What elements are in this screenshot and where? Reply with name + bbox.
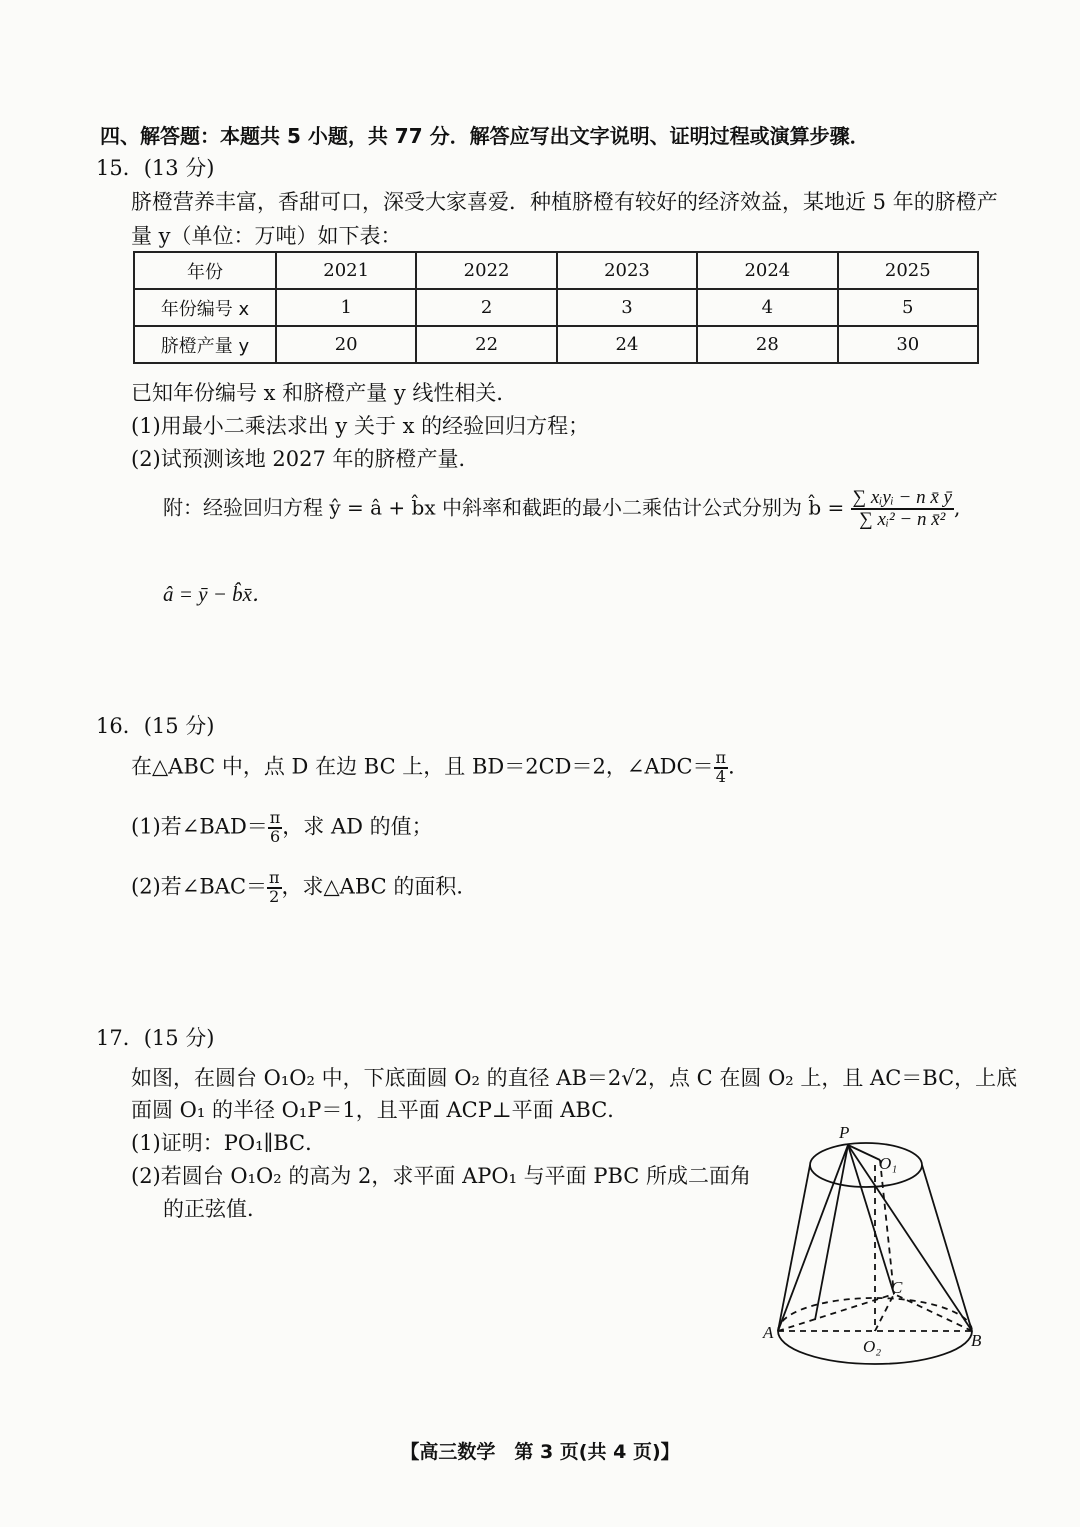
slope-denominator: ∑ xᵢ² − n x̄² bbox=[859, 508, 946, 530]
angle-bac-fraction bbox=[267, 870, 282, 906]
cell-year: 2021 bbox=[276, 252, 416, 289]
label-p: P bbox=[839, 1123, 850, 1142]
frustum-figure bbox=[755, 1120, 995, 1390]
label-o1: O₁ bbox=[879, 1154, 898, 1173]
row-label-yield: 脐橙产量 y bbox=[134, 326, 276, 363]
frac-num: π bbox=[715, 748, 727, 767]
q16-part2-suffix: ，求△ABC 的面积． bbox=[281, 874, 478, 899]
q15-appendix: 附：经验回归方程 ŷ = â + b̂x 中斜率和截距的最小二乘估计公式分别为 b̂ = $\frac{\text{∑ xᵢyᵢ − n x̄ ȳ}}{\text{∑ xᵢ² − n x̄²}}$ , bbox=[163, 487, 961, 530]
q16-number: 16．(15 分) bbox=[96, 714, 215, 738]
q16-part1-suffix: ，求 AD 的值； bbox=[282, 814, 433, 839]
frac-den: 4 bbox=[715, 766, 726, 786]
cell-year: 2025 bbox=[838, 252, 978, 289]
cell-yield: 30 bbox=[838, 326, 978, 363]
right-generator bbox=[922, 1165, 972, 1331]
q15-given: 已知年份编号 x 和脐橙产量 y 线性相关． bbox=[131, 381, 518, 405]
angle-bad-fraction bbox=[268, 810, 283, 846]
q16-part1-prefix: (1)若∠BAD＝ bbox=[131, 814, 268, 839]
cell-code: 4 bbox=[697, 289, 837, 326]
q15-part2: (2)试预测该地 2027 年的脐橙产量． bbox=[131, 447, 480, 471]
label-o2: O₂ bbox=[863, 1337, 882, 1356]
q15-intro-line1: 脐橙营养丰富，香甜可口，深受大家喜爱．种植脐橙有较好的经济效益，某地近 5 年的脐橙产 bbox=[131, 190, 998, 214]
q17-number: 17．(15 分) bbox=[96, 1026, 215, 1050]
cell-yield: 24 bbox=[557, 326, 697, 363]
appendix-prefix: 附：经验回归方程 ŷ = â + b̂x 中斜率和截距的最小二乘估计公式分别为 b̂ = bbox=[163, 495, 845, 520]
frac-den: 2 bbox=[269, 886, 280, 906]
frac-num: π bbox=[269, 808, 281, 827]
slope-numerator: ∑ xᵢyᵢ − n x̄ ȳ bbox=[852, 487, 952, 508]
q15-data-table bbox=[133, 251, 979, 364]
angle-adc-fraction bbox=[714, 750, 729, 786]
top-base-circle bbox=[810, 1143, 922, 1187]
row-label-year: 年份 bbox=[134, 252, 276, 289]
label-b: B bbox=[971, 1331, 982, 1350]
q17-line1: 如图，在圆台 O₁O₂ 中，下底面圆 O₂ 的直径 AB＝2√2，点 C 在圆 O₂ 上，且 AC＝BC，上底 bbox=[131, 1066, 1018, 1090]
page-footer: 【高三数学 第 3 页(共 4 页)】 bbox=[400, 1441, 680, 1463]
q16-part1 bbox=[131, 810, 433, 846]
frac-num: π bbox=[269, 868, 280, 887]
q17-line2: 面圆 O₁ 的半径 O₁P＝1，且平面 ACP⊥平面 ABC． bbox=[131, 1098, 629, 1122]
left-generator bbox=[778, 1165, 810, 1331]
q17-part2-line2: 的正弦值． bbox=[163, 1197, 268, 1221]
table-row-year bbox=[134, 252, 978, 289]
cell-code: 5 bbox=[838, 289, 978, 326]
segment-p-base bbox=[815, 1145, 848, 1320]
cell-year: 2024 bbox=[697, 252, 837, 289]
frac-den: 6 bbox=[269, 826, 281, 846]
cell-yield: 28 bbox=[697, 326, 837, 363]
q15-part1: (1)用最小二乘法求出 y 关于 x 的经验回归方程； bbox=[131, 414, 590, 438]
q16-stem-text: 在△ABC 中，点 D 在边 BC 上，且 BD＝2CD＝2，∠ADC＝ bbox=[131, 754, 714, 779]
cell-code: 3 bbox=[557, 289, 697, 326]
cell-yield: 22 bbox=[416, 326, 556, 363]
row-label-code: 年份编号 x bbox=[134, 289, 276, 326]
cell-year: 2022 bbox=[416, 252, 556, 289]
label-c: C bbox=[891, 1278, 903, 1297]
q16-stem: 在△ABC 中，点 D 在边 BC 上，且 BD＝2CD＝2，∠ADC＝ $\frac{\pi}{4}$ ． bbox=[131, 748, 750, 786]
table-row-code bbox=[134, 289, 978, 326]
cell-code: 2 bbox=[416, 289, 556, 326]
q16-part2 bbox=[131, 870, 477, 906]
q17-part1: (1)证明：PO₁∥BC． bbox=[131, 1131, 327, 1155]
label-a: A bbox=[763, 1323, 774, 1342]
q15-appendix-line2: â = ȳ − b̂x̄． bbox=[163, 582, 273, 606]
q16-part2-prefix: (2)若∠BAC＝ bbox=[131, 874, 268, 899]
q17-part2-line1: (2)若圆台 O₁O₂ 的高为 2，求平面 APO₁ 与平面 PBC 所成二面角 bbox=[131, 1164, 752, 1188]
q15-number: 15．(13 分) bbox=[96, 156, 215, 180]
section-header: 四、解答题：本题共 5 小题，共 77 分．解答应写出文字说明、证明过程或演算步骤． bbox=[100, 124, 870, 148]
table-row-yield bbox=[134, 326, 978, 363]
cell-yield: 20 bbox=[276, 326, 416, 363]
slope-formula-fraction bbox=[851, 488, 954, 530]
cell-year: 2023 bbox=[557, 252, 697, 289]
q15-intro-line2: 量 y（单位：万吨）如下表： bbox=[131, 224, 402, 248]
cell-code: 1 bbox=[276, 289, 416, 326]
